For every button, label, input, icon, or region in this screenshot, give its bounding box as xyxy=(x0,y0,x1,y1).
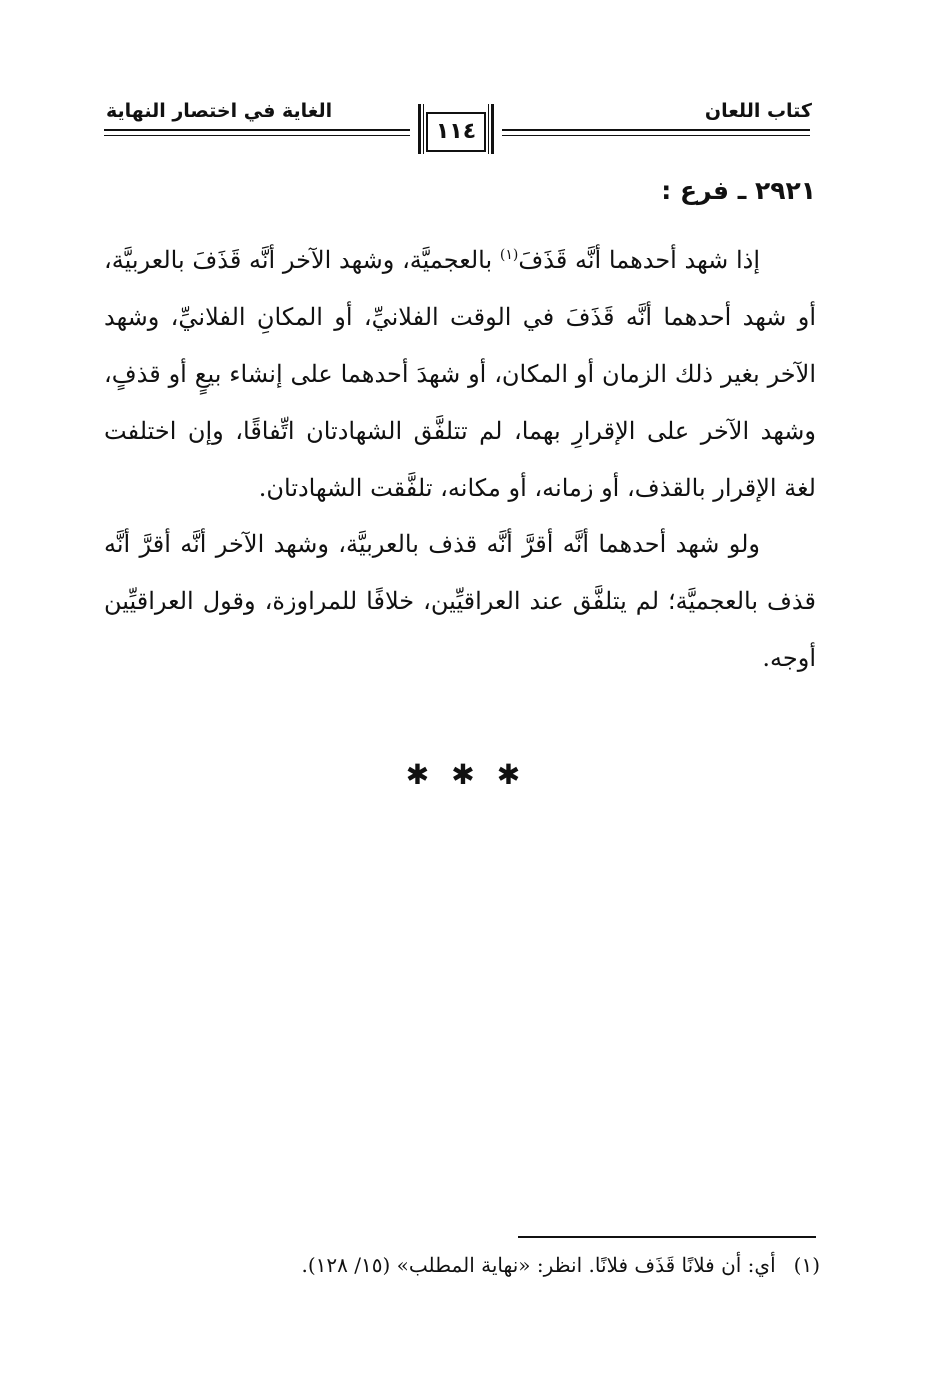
frame-bar xyxy=(418,104,421,154)
section-heading: ٢٩٢١ ـ فرع : xyxy=(661,176,816,205)
book-title: الغاية في اختصار النهاية xyxy=(106,100,333,122)
footnote-text: أي: أن فلانًا قَذَف فلانًا. انظر: «نهاية المطلب» (١٥/ ١٢٨). xyxy=(301,1253,776,1277)
frame-bar xyxy=(423,104,424,154)
footnote xyxy=(301,1253,820,1277)
section-separator xyxy=(0,758,940,791)
chapter-title: كتاب اللعان xyxy=(704,100,812,122)
frame-bar xyxy=(491,104,494,154)
paragraph-1-block xyxy=(104,232,816,517)
footnote-rule xyxy=(518,1236,816,1238)
paragraph xyxy=(104,232,816,517)
frame-bar xyxy=(488,104,489,154)
star-ornament-icon: ✱ xyxy=(496,758,535,791)
paragraph-2-block xyxy=(104,516,816,687)
paragraph: ولو شهد أحدهما أنَّه أقرَّ أنَّه قذف بالعربيَّة، وشهد الآخر أنَّه أقرَّ أنَّه قذف بالعجميَّة؛ لم يتلفَّق عند العراقيِّين، خلافًا للمراوزة، وقول العراقيِّين أوجه. xyxy=(104,530,816,672)
footnote-reference[interactable]: (١) xyxy=(499,247,519,263)
page-number-frame xyxy=(410,98,502,154)
paragraph-text-after-ref: بالعجميَّة، وشهد الآخر أنَّه قَذَفَ بالعربيَّة، أو شهد أحدهما أنَّه قَذَفَ في الوقت الفلانيِّ، أو المكانِ الفلانيِّ، وشهد الآخر بغير ذلك الزمان أو المكان، أو شهدَ أحدهما على إنشاء بيعٍ أو قذفٍ، وشهد الآخر على الإقرارِ بهما، لم تتلفَّق الشهادتان اتِّفاقًا، وإن اختلفت لغة الإقرار بالقذف، أو زمانه، أو مكانه، تلفَّقت الشهادتان. xyxy=(104,246,817,502)
page-number: ١١٤ xyxy=(435,119,477,144)
paragraph-text-before-ref: إذا شهد أحدهما أنَّه قَذَفَ xyxy=(518,246,761,274)
star-ornament-icon: ✱ xyxy=(451,758,489,791)
footnote-marker: (١) xyxy=(793,1253,820,1277)
star-ornament-icon: ✱ xyxy=(405,758,444,791)
